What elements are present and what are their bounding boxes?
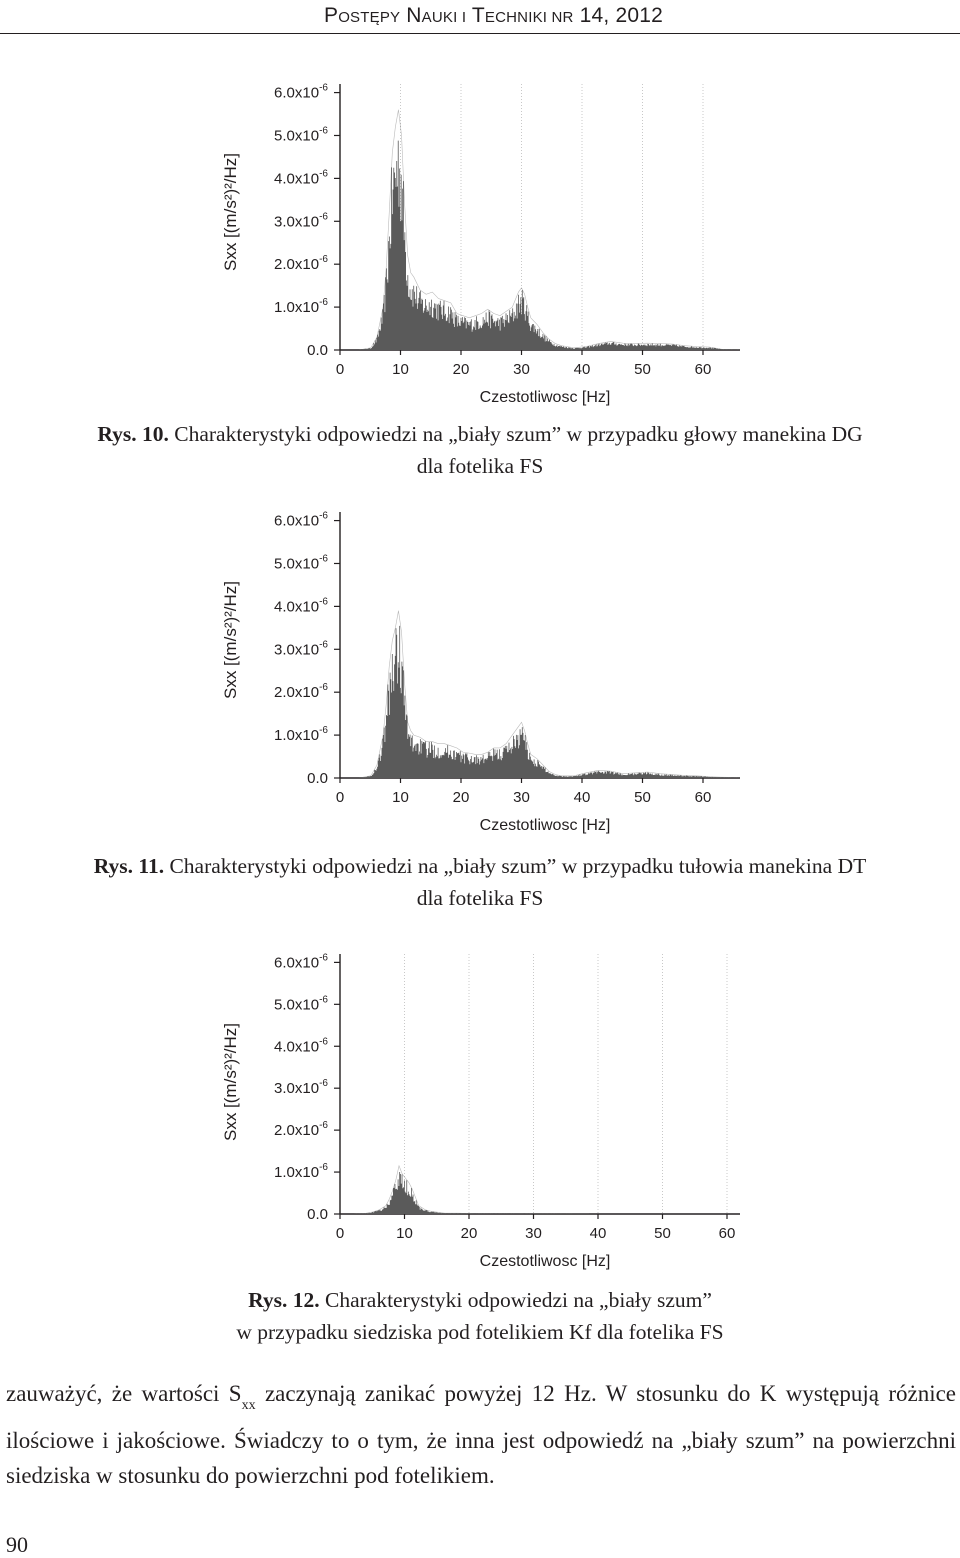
caption-number: Rys. 10. xyxy=(97,422,169,446)
y-tick-label: $5.0x10^{-6}$ xyxy=(274,994,328,1014)
journal-issue: 14, 2012 xyxy=(579,4,663,27)
x-tick-label: 20 xyxy=(460,1225,478,1242)
series-Kf xyxy=(340,1166,740,1214)
y-tick-label: $4.0x10^{-6}$ xyxy=(274,596,328,616)
x-tick-label: 50 xyxy=(654,1225,671,1242)
spectrum-spikes xyxy=(353,1172,602,1214)
y-tick-label: $6.0x10^{-6}$ xyxy=(274,952,328,972)
journal-title: POSTĘPY NAUKI I TECHNIKI NR 14, 2012 xyxy=(323,4,663,27)
caption-text-line2: dla fotelika FS xyxy=(416,454,544,478)
spectrum-spikes xyxy=(359,141,739,350)
caption-text: Charakterystyki odpowiedzi na „biały szum” xyxy=(319,1288,712,1312)
caption-text-line2: dla fotelika FS xyxy=(416,886,544,910)
caption-text: Charakterystyki odpowiedzi na „biały szum” w przypadku głowy manekina DG xyxy=(168,422,863,446)
y-tick-label: $2.0x10^{-6}$ xyxy=(274,682,328,702)
y-tick-label: $1.0x10^{-6}$ xyxy=(274,1162,328,1182)
y-tick-label: 0.0 xyxy=(307,342,328,359)
y-tick-label: $5.0x10^{-6}$ xyxy=(274,553,328,573)
header-rule xyxy=(0,33,960,34)
caption-text-line2: w przypadku siedziska pod fotelikiem Kf dla fotelika FS xyxy=(236,1320,724,1344)
x-tick-label: 0 xyxy=(335,1225,345,1242)
spectrum-spikes xyxy=(359,626,739,778)
caption-number: Rys. 12. xyxy=(248,1288,320,1312)
x-tick-label: 10 xyxy=(396,1225,413,1242)
x-tick-label: 40 xyxy=(573,789,591,806)
x-tick-label: 30 xyxy=(513,361,530,378)
x-axis-label: Czestotliwosc [Hz] xyxy=(479,1253,611,1270)
x-tick-label: 30 xyxy=(525,1225,542,1242)
x-axis-label: Czestotliwosc [Hz] xyxy=(479,817,611,834)
y-tick-label: $5.0x10^{-6}$ xyxy=(274,125,328,145)
y-tick-label: 0.0 xyxy=(307,1206,328,1223)
x-tick-label: 10 xyxy=(392,361,409,378)
chart-fig10 xyxy=(200,62,760,432)
caption-fig10 xyxy=(0,418,960,482)
x-tick-label: 30 xyxy=(513,789,530,806)
x-tick-label: 20 xyxy=(452,361,470,378)
x-tick-label: 20 xyxy=(452,789,470,806)
y-tick-label: $6.0x10^{-6}$ xyxy=(274,82,328,102)
running-header xyxy=(0,2,960,32)
y-tick-label: $4.0x10^{-6}$ xyxy=(274,168,328,188)
body-paragraph: zauważyć, że wartości $S_{xx}$ zaczynają zanikać powyżej 12 Hz. W stosunku do K występują różnice ilościowe i jakościowe. Świadczy to o tym, że inna jest odpowiedź na „biały szum” na powierzchni siedziska w stosunku do powierzchni pod fotelikiem. xyxy=(6,1381,957,1488)
chart-fig12 xyxy=(200,932,760,1302)
y-axis-label: Sxx [(m/s²)²/Hz] xyxy=(221,1022,240,1142)
y-tick-label: $3.0x10^{-6}$ xyxy=(274,1078,328,1098)
y-tick-label: $3.0x10^{-6}$ xyxy=(274,211,328,231)
series-DT xyxy=(340,611,740,778)
x-tick-label: 60 xyxy=(694,361,712,378)
y-tick-label: $4.0x10^{-6}$ xyxy=(274,1036,328,1056)
x-tick-label: 40 xyxy=(589,1225,607,1242)
y-tick-label: $2.0x10^{-6}$ xyxy=(274,1120,328,1140)
x-tick-label: 0 xyxy=(335,789,345,806)
x-tick-label: 50 xyxy=(634,789,651,806)
x-tick-label: 0 xyxy=(335,361,345,378)
caption-fig11 xyxy=(0,850,960,914)
x-tick-label: 60 xyxy=(718,1225,736,1242)
chart-fig11 xyxy=(200,490,760,860)
y-tick-label: $2.0x10^{-6}$ xyxy=(274,254,328,274)
x-tick-label: 60 xyxy=(694,789,712,806)
y-tick-label: $1.0x10^{-6}$ xyxy=(274,725,328,745)
series-DG xyxy=(340,110,740,350)
x-tick-label: 40 xyxy=(573,361,591,378)
y-axis-label: Sxx [(m/s²)²/Hz] xyxy=(221,580,240,700)
caption-number: Rys. 11. xyxy=(93,854,165,878)
page-number: 90 xyxy=(6,1532,28,1557)
caption-fig12 xyxy=(0,1284,960,1348)
x-tick-label: 10 xyxy=(392,789,409,806)
x-tick-label: 50 xyxy=(634,361,651,378)
caption-text: Charakterystyki odpowiedzi na „biały szum” w przypadku tułowia manekina DT xyxy=(164,854,867,878)
y-axis-label: Sxx [(m/s²)²/Hz] xyxy=(221,152,240,272)
y-tick-label: $6.0x10^{-6}$ xyxy=(274,510,328,530)
y-tick-label: 0.0 xyxy=(307,770,328,787)
x-axis-label: Czestotliwosc [Hz] xyxy=(479,389,611,406)
y-tick-label: $1.0x10^{-6}$ xyxy=(274,297,328,317)
y-tick-label: $3.0x10^{-6}$ xyxy=(274,639,328,659)
